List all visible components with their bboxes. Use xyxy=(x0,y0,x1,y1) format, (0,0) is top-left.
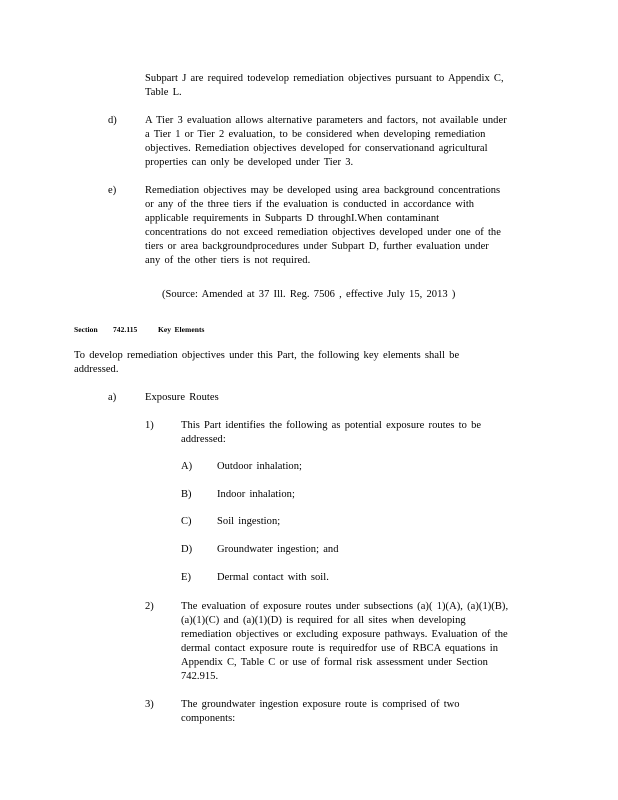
item-e-line: Remediation objectives may be developed using area background concentrations xyxy=(145,185,501,196)
item-label-A: A) xyxy=(181,461,193,472)
section-word: Section xyxy=(74,325,98,334)
item-label-e: e) xyxy=(108,185,117,196)
item-2-line: remediation objectives or excluding exposure pathways. Evaluation of the xyxy=(181,629,508,640)
item-2-line: Appendix C, Table C or use of formal risk assessment under Section xyxy=(181,657,488,668)
paragraph-line: Subpart J are required todevelop remediation objectives pursuant to Appendix C, xyxy=(145,73,504,84)
section-title: Key Elements xyxy=(158,325,205,334)
item-a-heading: Exposure Routes xyxy=(145,392,219,403)
item-label-3: 3) xyxy=(145,699,154,710)
source-note: (Source: Amended at 37 Ill. Reg. 7506 , effective July 15, 2013 ) xyxy=(162,289,456,300)
item-2-line: 742.915. xyxy=(181,671,219,682)
item-label-D: D) xyxy=(181,544,193,555)
item-d-line: A Tier 3 evaluation allows alternative parameters and factors, not available under xyxy=(145,115,507,126)
item-e-line: tiers or area backgroundprocedures under Subpart D, further evaluation under xyxy=(145,241,489,252)
item-D-text: Groundwater ingestion; and xyxy=(217,544,339,555)
item-B-text: Indoor inhalation; xyxy=(217,489,295,500)
item-1-line: addressed: xyxy=(181,434,226,445)
item-label-d: d) xyxy=(108,115,117,126)
item-e-line: any of the other tiers is not required. xyxy=(145,255,311,266)
section-number: 742.115 xyxy=(113,325,138,334)
item-label-E: E) xyxy=(181,572,192,583)
item-label-1: 1) xyxy=(145,420,154,431)
item-1-line: This Part identifies the following as potential exposure routes to be xyxy=(181,420,482,431)
item-2-line: (a)(1)(C) and (a)(1)(D) is required for all sites when developing xyxy=(181,615,466,626)
item-C-text: Soil ingestion; xyxy=(217,516,281,527)
item-3-line: The groundwater ingestion exposure route is comprised of two xyxy=(181,699,460,710)
item-A-text: Outdoor inhalation; xyxy=(217,461,302,472)
item-e-line: applicable requirements in Subparts D throughI.When contaminant xyxy=(145,213,440,224)
paragraph-line: addressed. xyxy=(74,364,119,375)
item-d-line: a Tier 1 or Tier 2 evaluation, to be considered when developing remediation xyxy=(145,129,486,140)
item-e-line: concentrations do not exceed remediation objectives developed under one of the xyxy=(145,227,501,238)
item-label-C: C) xyxy=(181,516,192,527)
item-2-line: The evaluation of exposure routes under subsections (a)( 1)(A), (a)(1)(B), xyxy=(181,601,509,612)
item-2-line: dermal contact exposure route is requiredfor use of RBCA equations in xyxy=(181,643,499,654)
item-label-a: a) xyxy=(108,392,117,403)
paragraph-line: Table L. xyxy=(145,87,182,98)
item-E-text: Dermal contact with soil. xyxy=(217,572,329,583)
item-d-line: properties can only be developed under Tier 3. xyxy=(145,157,354,168)
item-label-B: B) xyxy=(181,489,192,500)
paragraph-line: To develop remediation objectives under this Part, the following key elements shall be xyxy=(74,350,460,361)
item-3-line: components: xyxy=(181,713,236,724)
item-label-2: 2) xyxy=(145,601,154,612)
item-e-line: or any of the three tiers if the evaluation is conducted in accordance with xyxy=(145,199,475,210)
item-d-line: objectives. Remediation objectives developed for conservationand agricultural xyxy=(145,143,488,154)
